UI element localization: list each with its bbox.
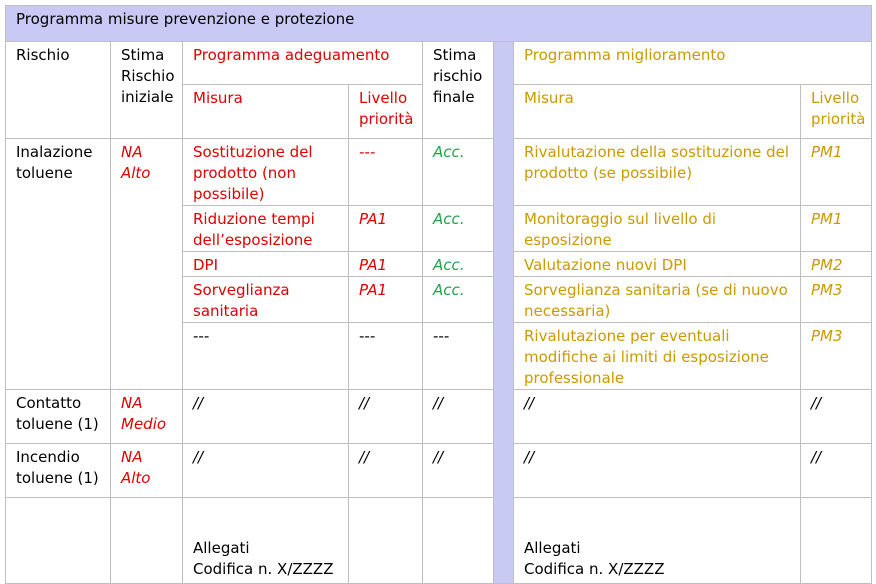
misura-miglioramento: Rivalutazione della sostituzione del prodotto (se possibile)	[514, 139, 801, 206]
separator-column	[494, 42, 514, 584]
priorita-adeguamento: //	[349, 444, 423, 498]
header-misura: Misura	[183, 85, 349, 139]
misura-adeguamento: //	[183, 444, 349, 498]
stima-finale: ---	[423, 323, 494, 390]
misura-adeguamento: Sostituzione del prodotto (non possibile)	[183, 139, 349, 206]
empty-cell	[6, 498, 111, 584]
measures-table	[5, 5, 872, 584]
stima-inalazione: NA Alto	[111, 139, 183, 390]
stima-finale: Acc.	[423, 252, 494, 277]
misura-adeguamento: Riduzione tempi dell’esposizione	[183, 206, 349, 252]
empty-cell	[349, 498, 423, 584]
table-row	[6, 444, 872, 498]
header-stima-finale: Stima rischio finale	[423, 42, 494, 139]
stima-incendio: NA Alto	[111, 444, 183, 498]
stima-contatto: NA Medio	[111, 390, 183, 444]
priorita-adeguamento: PA1	[349, 277, 423, 323]
misura-miglioramento: Valutazione nuovi DPI	[514, 252, 801, 277]
misura-miglioramento: //	[514, 444, 801, 498]
misura-adeguamento: Sorveglianza sanitaria	[183, 277, 349, 323]
priorita-miglioramento: //	[801, 390, 872, 444]
misura-miglioramento: //	[514, 390, 801, 444]
priorita-miglioramento: PM1	[801, 139, 872, 206]
misura-adeguamento: ---	[183, 323, 349, 390]
priorita-adeguamento: ---	[349, 139, 423, 206]
priorita-miglioramento: PM1	[801, 206, 872, 252]
priorita-miglioramento: PM3	[801, 277, 872, 323]
rischio-inalazione: Inalazione toluene	[6, 139, 111, 390]
priorita-miglioramento: //	[801, 444, 872, 498]
stima-finale: //	[423, 390, 494, 444]
header-stima-iniziale: Stima Rischio iniziale	[111, 42, 183, 139]
stima-finale: Acc.	[423, 206, 494, 252]
table-row	[6, 498, 872, 584]
rischio-incendio: Incendio toluene (1)	[6, 444, 111, 498]
priorita-adeguamento: //	[349, 390, 423, 444]
header-livello-priorita: Livello priorità	[349, 85, 423, 139]
allegati-adeguamento: Allegati Codifica n. X/ZZZZ	[183, 498, 349, 584]
stima-finale: //	[423, 444, 494, 498]
misura-miglioramento: Sorveglianza sanitaria (se di nuovo necessaria)	[514, 277, 801, 323]
priorita-adeguamento: PA1	[349, 252, 423, 277]
rischio-contatto: Contatto toluene (1)	[6, 390, 111, 444]
table-title: Programma misure prevenzione e protezione	[6, 6, 872, 42]
empty-cell	[423, 498, 494, 584]
allegati-miglioramento: Allegati Codifica n. X/ZZZZ	[514, 498, 801, 584]
empty-cell	[111, 498, 183, 584]
stima-finale: Acc.	[423, 139, 494, 206]
misura-miglioramento: Rivalutazione per eventuali modifiche ai limiti di esposizione professionale	[514, 323, 801, 390]
misura-adeguamento: DPI	[183, 252, 349, 277]
priorita-miglioramento: PM3	[801, 323, 872, 390]
misura-miglioramento: Monitoraggio sul livello di esposizione	[514, 206, 801, 252]
table-row	[6, 390, 872, 444]
priorita-adeguamento: PA1	[349, 206, 423, 252]
priorita-miglioramento: PM2	[801, 252, 872, 277]
header-rischio: Rischio	[6, 42, 111, 139]
header-programma-adeguamento: Programma adeguamento	[183, 42, 423, 85]
header-programma-miglioramento: Programma miglioramento	[514, 42, 872, 85]
header-livello-priorita-miglioramento: Livello priorità	[801, 85, 872, 139]
priorita-adeguamento: ---	[349, 323, 423, 390]
stima-finale: Acc.	[423, 277, 494, 323]
misura-adeguamento: //	[183, 390, 349, 444]
header-misura-miglioramento: Misura	[514, 85, 801, 139]
prevention-measures-document	[5, 5, 872, 584]
empty-cell	[801, 498, 872, 584]
table-row	[6, 139, 872, 206]
